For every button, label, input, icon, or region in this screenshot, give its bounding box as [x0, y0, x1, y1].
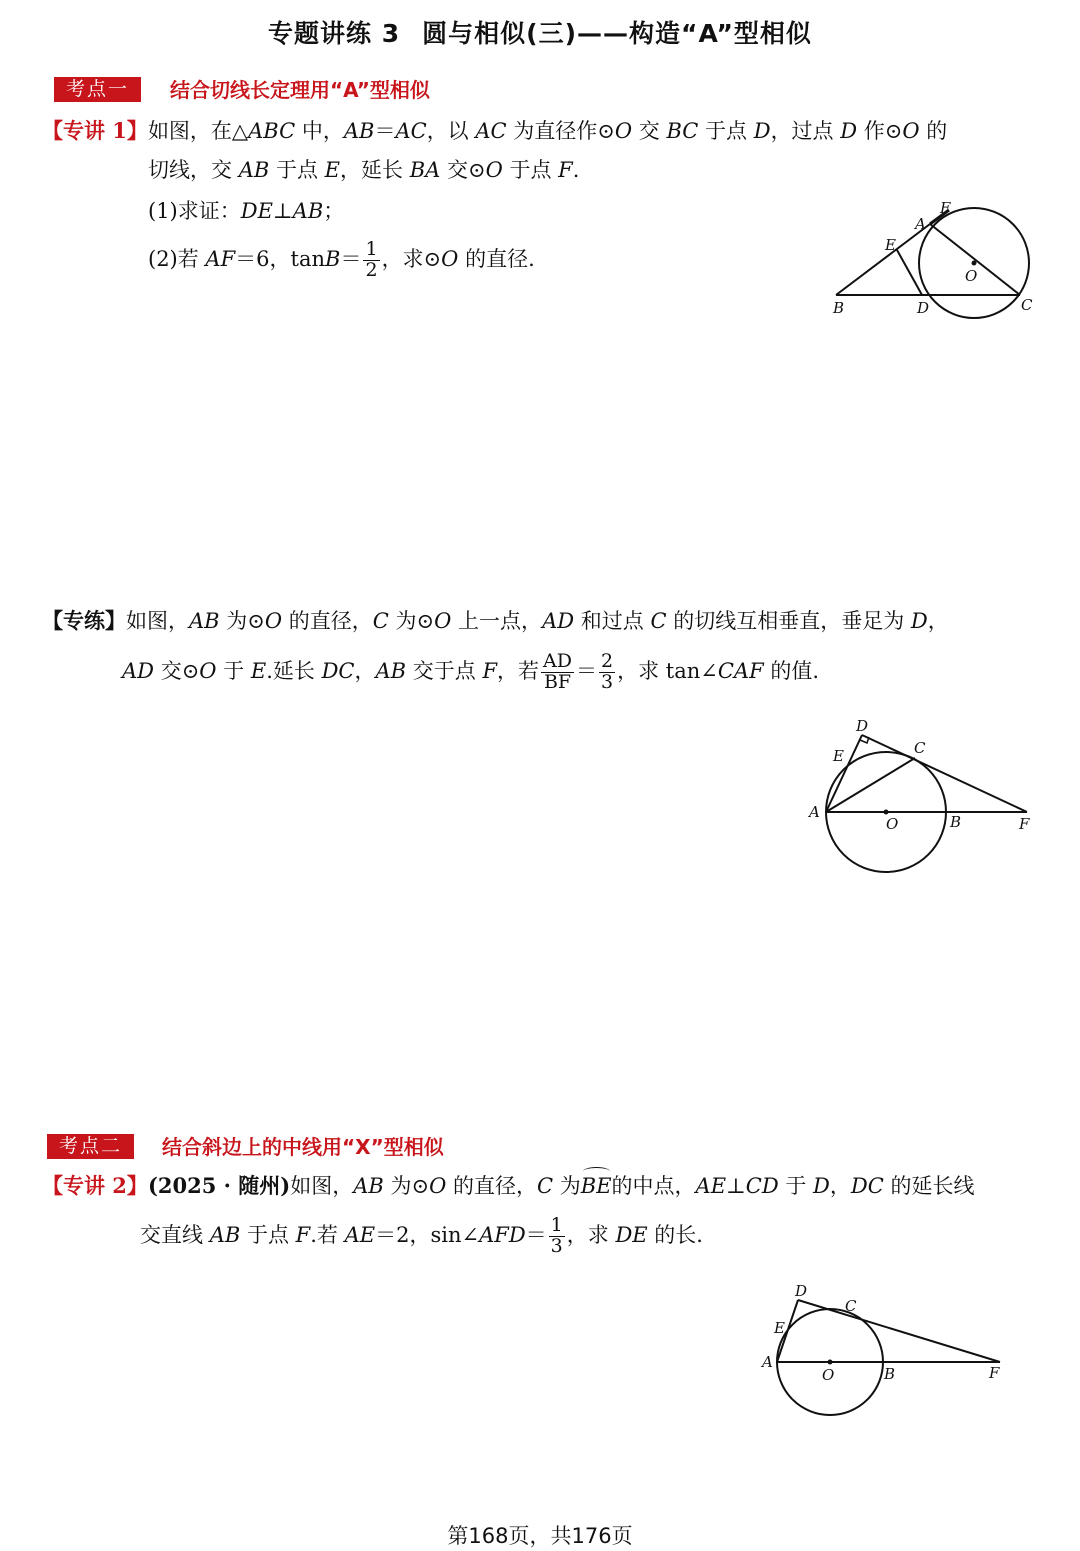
- fig3-label-o: O: [822, 1366, 835, 1384]
- section-2-header: [47, 1131, 134, 1158]
- fig3-label-e: E: [774, 1319, 785, 1337]
- fig1-center-dot: [972, 261, 977, 266]
- figure-1-diagram: [820, 192, 1050, 322]
- fig2-label-d: D: [856, 717, 869, 735]
- fig1-label-a: A: [915, 215, 926, 233]
- fig1-label-o: O: [965, 267, 978, 285]
- fig2-label-c: C: [914, 739, 926, 757]
- practice-label: 【专练】: [42, 608, 126, 633]
- fig3-label-b: B: [884, 1365, 896, 1383]
- problem-1-question-1: (1)求证：DE⊥AB；: [148, 199, 345, 223]
- problem-2-label: 【专讲 2】: [42, 1173, 148, 1198]
- fig3-segment-df: [798, 1300, 1000, 1362]
- fig3-label-a: A: [762, 1353, 773, 1371]
- fig3-label-c: C: [845, 1297, 857, 1315]
- fig1-label-e: E: [885, 236, 896, 254]
- figure-3-diagram: [755, 1278, 1045, 1423]
- fraction-one-third: $\frac{1}{3}$: [550, 1214, 563, 1257]
- problem-1-question-2: (2)若 AF＝6，tanB＝ $\frac{1}{2}$ ，求⊙O 的直径.: [148, 238, 535, 281]
- fig2-label-o: O: [886, 815, 899, 833]
- problem-2-line-1: 【专讲 2】(2025 · 随州)如图，AB 为⊙O 的直径，C 为BE的中点，AE⊥CD 于 D，DC 的延长线: [42, 1171, 974, 1201]
- practice-line-1: 【专练】如图，AB 为⊙O 的直径，C 为⊙O 上一点，AD 和过点 C 的切线互相垂直，垂足为 D，: [42, 608, 949, 633]
- fig1-label-f: F: [940, 199, 951, 217]
- arc-be: BE: [581, 1171, 612, 1201]
- fig3-label-f: F: [989, 1364, 1000, 1382]
- fig2-label-a: A: [809, 803, 820, 821]
- fig1-label-b: B: [833, 299, 845, 317]
- fig2-label-f: F: [1019, 815, 1030, 833]
- fraction-ad-bf: $\frac{AD}{BF}$: [543, 650, 572, 693]
- figure-2-diagram: [800, 712, 1050, 877]
- problem-2-line-2: 交直线 AB 于点 F.若 AE＝2，sin∠AFD＝ $\frac{1}{3}$ ，求 DE 的长.: [140, 1214, 703, 1257]
- fig2-label-e: E: [833, 747, 844, 765]
- fraction-one-half: $\frac{1}{2}$: [365, 238, 378, 281]
- problem-1-line-2: 切线，交 AB 于点 E，延长 BA 交⊙O 于点 F.: [148, 158, 580, 182]
- fig1-segment-de: [897, 250, 922, 295]
- fig3-center-dot: [828, 1360, 833, 1365]
- fig2-label-b: B: [950, 813, 962, 831]
- section-1-tag: 考点一: [54, 77, 141, 102]
- fig2-center-dot: [884, 810, 889, 815]
- page-title: 专题讲练 3 圆与相似(三)——构造“A”型相似: [268, 19, 812, 48]
- page-footer: 第168页，共176页: [447, 1524, 633, 1548]
- fig1-label-d: D: [917, 299, 930, 317]
- problem-1-line-1: 【专讲 1】如图，在△ABC 中，AB＝AC，以 AC 为直径作⊙O 交 BC 于点 D，过点 D 作⊙O 的: [42, 118, 948, 143]
- fraction-two-thirds: $\frac{2}{3}$: [601, 650, 614, 693]
- fig3-label-d: D: [795, 1282, 808, 1300]
- problem-1-label: 【专讲 1】: [42, 118, 148, 143]
- section-1-title: 结合切线长定理用“A”型相似: [170, 78, 430, 102]
- section-2-tag: 考点二: [47, 1134, 134, 1159]
- practice-line-2: AD 交⊙O 于 E.延长 DC，AB 交于点 F，若 $\frac{AD}{BF}$ ＝ $\frac{2}{3}$ ，求 tan∠CAF 的值.: [122, 650, 820, 693]
- section-1-header: [54, 74, 141, 101]
- fig1-label-c: C: [1021, 296, 1033, 314]
- section-2-title: 结合斜边上的中线用“X”型相似: [162, 1135, 444, 1159]
- problem-2-source: (2025 · 随州): [147, 1173, 291, 1198]
